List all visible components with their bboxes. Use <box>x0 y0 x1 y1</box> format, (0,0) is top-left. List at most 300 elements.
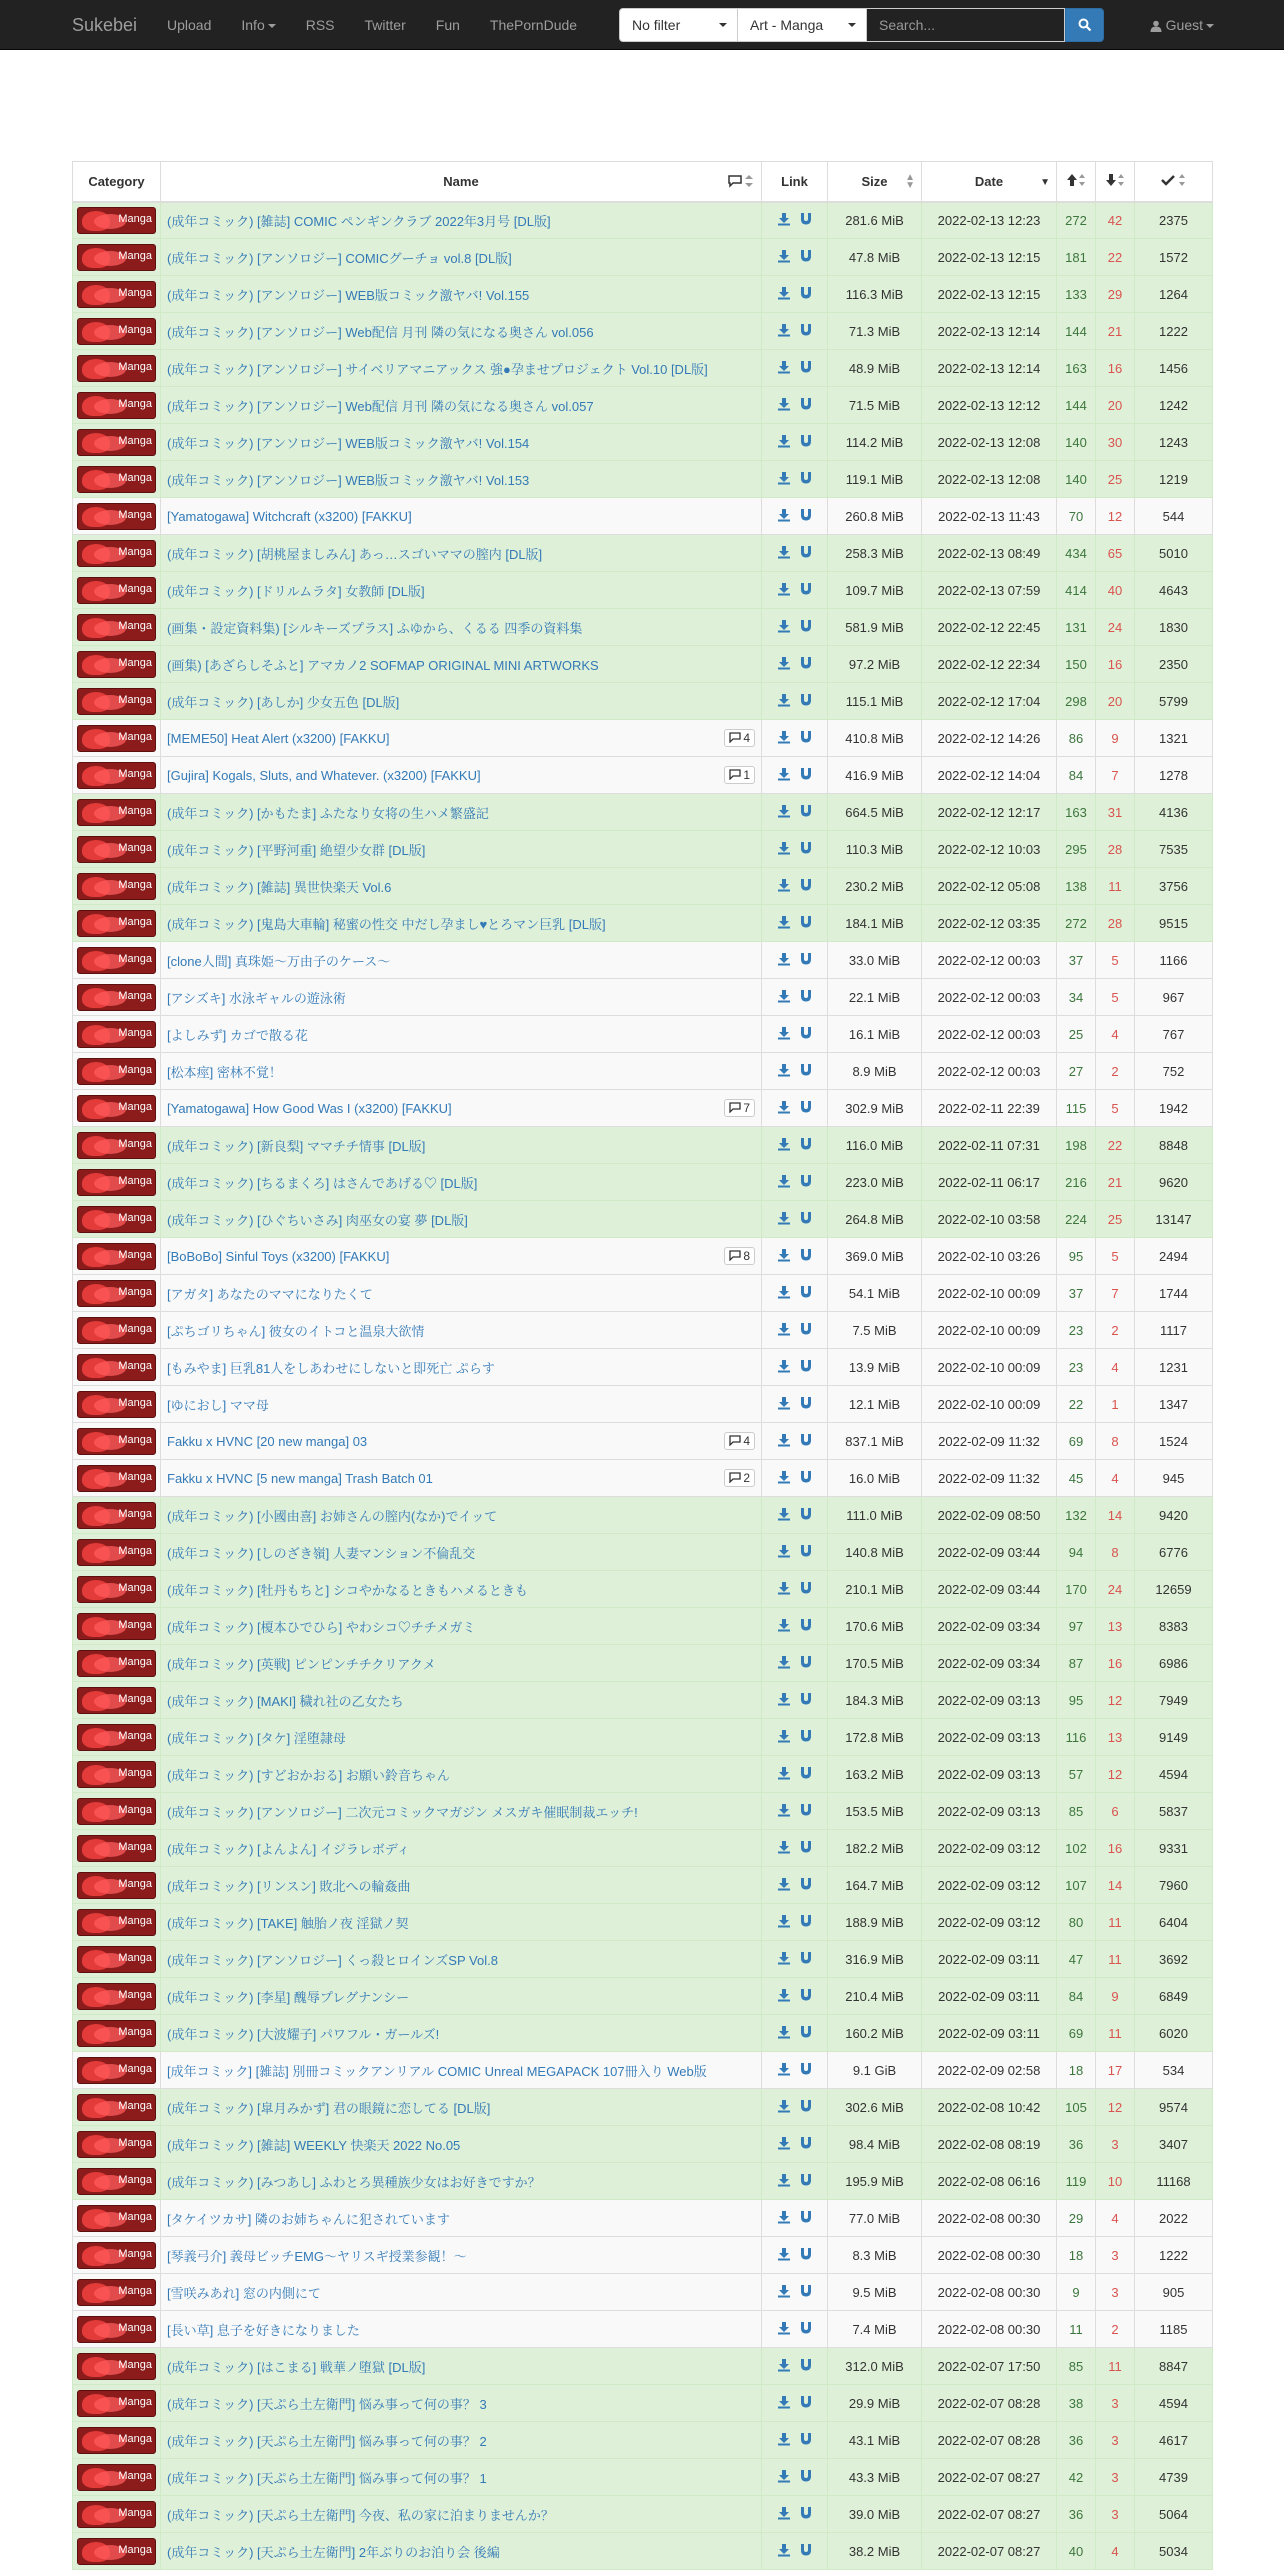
magnet-icon[interactable] <box>799 397 813 414</box>
magnet-icon[interactable] <box>799 360 813 377</box>
category-badge[interactable] <box>77 1613 156 1640</box>
download-icon[interactable] <box>777 1618 791 1635</box>
magnet-icon[interactable] <box>799 915 813 932</box>
download-icon[interactable] <box>777 1248 791 1265</box>
size-cell: 12.1 MiB <box>828 1386 922 1423</box>
category-cell <box>73 794 161 831</box>
nav-fun[interactable]: Fun <box>435 17 460 33</box>
category-badge[interactable] <box>77 2538 156 2565</box>
category-badge[interactable] <box>77 910 156 937</box>
download-icon[interactable] <box>777 1211 791 1228</box>
download-icon[interactable] <box>777 323 791 340</box>
guest-menu[interactable] <box>1150 0 1214 50</box>
torrent-title-link[interactable]: (成年コミック) [天ぷら土左衛門] 悩み事って何の事？ 1 <box>167 2470 487 2486</box>
comment-count[interactable] <box>724 1469 755 1487</box>
magnet-icon[interactable] <box>799 2469 813 2486</box>
torrent-title-link[interactable]: (成年コミック) [アンソロジー] Web配信 月刊 隣の気になる奥さん vol.056 <box>167 324 594 340</box>
magnet-icon[interactable] <box>799 841 813 858</box>
comment-count[interactable] <box>724 766 755 784</box>
magnet-icon[interactable] <box>799 471 813 488</box>
magnet-icon[interactable] <box>799 212 813 229</box>
date-cell: 2022-02-10 00:09 <box>922 1349 1057 1386</box>
search-button[interactable] <box>1065 8 1104 42</box>
torrent-title-link[interactable]: (成年コミック) [鬼島大車輪] 秘蜜の性交 中だし孕まし♥とろマン巨乳 [DL版] <box>167 916 606 932</box>
magnet-icon[interactable] <box>799 878 813 895</box>
download-icon[interactable] <box>777 1470 791 1487</box>
download-icon[interactable] <box>777 952 791 969</box>
header-leechers[interactable] <box>1096 162 1135 202</box>
nav-theporndude[interactable]: ThePornDude <box>489 17 578 33</box>
torrent-title-link[interactable]: (成年コミック) [アンソロジー] WEB版コミック激ヤバ! Vol.155 <box>167 287 530 303</box>
download-icon[interactable] <box>777 2543 791 2560</box>
download-icon[interactable] <box>777 1988 791 2005</box>
category-badge[interactable] <box>77 2390 156 2417</box>
torrent-title-link[interactable]: [成年コミック] [雑誌] 別冊コミックアンリアル COMIC Unreal MEGAPACK 107冊入り Web版 <box>167 2063 707 2079</box>
category-badge[interactable] <box>77 799 156 826</box>
torrent-title-link[interactable]: (成年コミック) [あしか] 少女五色 [DL版] <box>167 694 400 710</box>
torrent-title-link[interactable]: (成年コミック) [皐月みかず] 君の眼鏡に恋してる [DL版] <box>167 2100 491 2116</box>
torrent-title-link[interactable]: (成年コミック) [アンソロジー] サイベリアマニアックス 強●孕ませプロジェクト Vol.10 [DL版] <box>167 361 708 377</box>
download-icon[interactable] <box>777 360 791 377</box>
download-icon[interactable] <box>777 2321 791 2338</box>
category-badge[interactable] <box>77 1465 156 1492</box>
download-icon[interactable] <box>777 1544 791 1561</box>
magnet-icon[interactable] <box>799 2099 813 2116</box>
magnet-icon[interactable] <box>799 1988 813 2005</box>
magnet-icon[interactable] <box>799 952 813 969</box>
torrent-title-link[interactable]: (成年コミック) [大波耀子] パワフル・ガールズ! <box>167 2026 440 2042</box>
torrent-title-link[interactable]: [MEME50] Heat Alert (x3200) [FAKKU] <box>167 730 390 746</box>
torrent-title-link[interactable]: (成年コミック) [はこまる] 戦華ノ堕獄 [DL版] <box>167 2359 426 2375</box>
magnet-icon[interactable] <box>799 2136 813 2153</box>
category-select[interactable] <box>738 8 867 42</box>
download-icon[interactable] <box>777 1840 791 1857</box>
date-cell: 2022-02-12 00:03 <box>922 979 1057 1016</box>
category-badge[interactable] <box>77 1169 156 1196</box>
download-icon[interactable] <box>777 841 791 858</box>
torrent-title-link[interactable]: [ゆにおし] ママ母 <box>167 1397 269 1413</box>
category-badge[interactable] <box>77 429 156 456</box>
category-badge[interactable] <box>77 1724 156 1751</box>
category-badge[interactable] <box>77 1280 156 1307</box>
category-badge[interactable] <box>77 1835 156 1862</box>
category-badge[interactable] <box>77 2131 156 2158</box>
download-icon[interactable] <box>777 508 791 525</box>
category-badge[interactable] <box>77 1872 156 1899</box>
completed-cell: 4739 <box>1135 2459 1213 2496</box>
category-badge[interactable] <box>77 1428 156 1455</box>
category-badge[interactable] <box>77 1576 156 1603</box>
download-icon[interactable] <box>777 1433 791 1450</box>
table-row <box>73 1645 1213 1682</box>
magnet-icon[interactable] <box>799 1396 813 1413</box>
category-badge[interactable] <box>77 2316 156 2343</box>
download-icon[interactable] <box>777 1100 791 1117</box>
category-badge[interactable] <box>77 947 156 974</box>
torrent-title-link[interactable]: (成年コミック) [アンソロジー] WEB版コミック激ヤバ! Vol.153 <box>167 472 530 488</box>
magnet-icon[interactable] <box>799 2025 813 2042</box>
category-badge[interactable] <box>77 1354 156 1381</box>
category-badge[interactable] <box>77 2242 156 2269</box>
torrent-title-link[interactable]: (成年コミック) [しのざき嶺] 人妻マンション不倫乱交 <box>167 1545 476 1561</box>
category-badge[interactable] <box>77 2279 156 2306</box>
magnet-icon[interactable] <box>799 1803 813 1820</box>
header-completed[interactable] <box>1135 162 1213 202</box>
category-badge[interactable] <box>77 1761 156 1788</box>
torrent-title-link[interactable]: (成年コミック) [胡桃屋ましみん] あっ…スゴいママの膣内 [DL版] <box>167 546 543 562</box>
name-cell <box>161 461 762 498</box>
download-icon[interactable] <box>777 656 791 673</box>
download-icon[interactable] <box>777 1174 791 1191</box>
nav-info-dropdown[interactable] <box>226 0 290 50</box>
torrent-title-link[interactable]: (成年コミック) [天ぷら土左衛門] 悩み事って何の事？ 2 <box>167 2433 487 2449</box>
category-badge[interactable] <box>77 2057 156 2084</box>
magnet-icon[interactable] <box>799 656 813 673</box>
torrent-title-link[interactable]: (成年コミック) [MAKI] 穢れ社の乙女たち <box>167 1693 404 1709</box>
category-badge[interactable] <box>77 503 156 530</box>
category-badge[interactable] <box>77 1132 156 1159</box>
torrent-title-link[interactable]: (成年コミック) [タケ] 淫堕隷母 <box>167 1730 346 1746</box>
magnet-icon[interactable] <box>799 508 813 525</box>
magnet-icon[interactable] <box>799 1655 813 1672</box>
magnet-icon[interactable] <box>799 2247 813 2264</box>
category-badge[interactable] <box>77 1502 156 1529</box>
comment-count[interactable] <box>724 729 755 747</box>
download-icon[interactable] <box>777 1507 791 1524</box>
download-icon[interactable] <box>777 1655 791 1672</box>
category-badge[interactable] <box>77 2168 156 2195</box>
nav-twitter[interactable]: Twitter <box>364 17 406 33</box>
category-badge[interactable] <box>77 2501 156 2528</box>
category-badge[interactable] <box>77 1095 156 1122</box>
download-icon[interactable] <box>777 1359 791 1376</box>
category-badge[interactable] <box>77 1317 156 1344</box>
category-badge[interactable] <box>77 1391 156 1418</box>
torrent-title-link[interactable]: (成年コミック) [アンソロジー] 二次元コミックマガジン メスガキ催眠制裁エッチ! <box>167 1804 638 1820</box>
magnet-icon[interactable] <box>799 1840 813 1857</box>
category-badge[interactable] <box>77 1798 156 1825</box>
download-icon[interactable] <box>777 2099 791 2116</box>
download-icon[interactable] <box>777 2469 791 2486</box>
category-badge[interactable] <box>77 2353 156 2380</box>
download-icon[interactable] <box>777 989 791 1006</box>
magnet-icon[interactable] <box>799 804 813 821</box>
download-icon[interactable] <box>777 2025 791 2042</box>
download-icon[interactable] <box>777 2284 791 2301</box>
torrent-title-link[interactable]: (成年コミック) [アンソロジー] COMICグーチョ vol.8 [DL版] <box>167 250 512 266</box>
nav-upload[interactable]: Upload <box>167 17 212 33</box>
category-badge[interactable] <box>77 1687 156 1714</box>
download-icon[interactable] <box>777 1137 791 1154</box>
category-badge[interactable] <box>77 577 156 604</box>
download-icon[interactable] <box>777 582 791 599</box>
download-icon[interactable] <box>777 730 791 747</box>
torrent-title-link[interactable]: [Yamatogawa] Witchcraft (x3200) [FAKKU] <box>167 508 412 524</box>
torrent-title-link[interactable]: (成年コミック) [アンソロジー] くっ殺ヒロインズSP Vol.8 <box>167 1952 498 1968</box>
magnet-icon[interactable] <box>799 545 813 562</box>
torrent-title-link[interactable]: (成年コミック) [天ぷら土左衛門] 今夜、私の家に泊まりませんか？ <box>167 2507 554 2523</box>
category-badge[interactable] <box>77 540 156 567</box>
magnet-icon[interactable] <box>799 1100 813 1117</box>
magnet-icon[interactable] <box>799 1766 813 1783</box>
download-icon[interactable] <box>777 1692 791 1709</box>
category-badge[interactable] <box>77 1243 156 1270</box>
category-badge[interactable] <box>77 1909 156 1936</box>
torrent-title-link[interactable]: [雪咲みあれ] 窓の内側にて <box>167 2285 321 2301</box>
torrent-title-link[interactable]: (成年コミック) [天ぷら土左衛門] 悩み事って何の事？ 3 <box>167 2396 487 2412</box>
torrent-title-link[interactable]: (画集・設定資料集) [シルキーズプラス] ふゆから、くるる 四季の資料集 <box>167 620 583 636</box>
link-cell <box>762 1534 828 1571</box>
torrent-title-link[interactable]: (成年コミック) [新良梨] ママチチ情事 [DL版] <box>167 1138 426 1154</box>
size-cell: 29.9 MiB <box>828 2385 922 2422</box>
category-badge[interactable] <box>77 1206 156 1233</box>
download-icon[interactable] <box>777 2210 791 2227</box>
magnet-icon[interactable] <box>799 1507 813 1524</box>
category-badge[interactable] <box>77 244 156 271</box>
category-badge[interactable] <box>77 2020 156 2047</box>
download-icon[interactable] <box>777 2432 791 2449</box>
magnet-icon[interactable] <box>799 2432 813 2449</box>
download-icon[interactable] <box>777 397 791 414</box>
torrent-title-link[interactable]: (成年コミック) [みつあし] ふわとろ異種族少女はお好きですか？ <box>167 2174 541 2190</box>
torrent-title-link[interactable]: [長い草] 息子を好きになりました <box>167 2322 360 2338</box>
magnet-icon[interactable] <box>799 2284 813 2301</box>
category-badge[interactable] <box>77 1539 156 1566</box>
category-badge[interactable] <box>77 1946 156 1973</box>
torrent-title-link[interactable]: [よしみず] カゴで散る花 <box>167 1027 308 1043</box>
torrent-title-link[interactable]: (成年コミック) [アンソロジー] WEB版コミック激ヤバ! Vol.154 <box>167 435 530 451</box>
magnet-icon[interactable] <box>799 1544 813 1561</box>
magnet-icon[interactable] <box>799 730 813 747</box>
download-icon[interactable] <box>777 767 791 784</box>
download-icon[interactable] <box>777 1803 791 1820</box>
download-icon[interactable] <box>777 2062 791 2079</box>
download-icon[interactable] <box>777 1396 791 1413</box>
torrent-title-link[interactable]: (成年コミック) [李星] 醜辱プレグナンシー <box>167 1989 410 2005</box>
magnet-icon[interactable] <box>799 1063 813 1080</box>
category-badge[interactable] <box>77 2427 156 2454</box>
magnet-icon[interactable] <box>799 1692 813 1709</box>
download-icon[interactable] <box>777 915 791 932</box>
download-icon[interactable] <box>777 2173 791 2190</box>
category-badge[interactable] <box>77 466 156 493</box>
magnet-icon[interactable] <box>799 2543 813 2560</box>
category-badge[interactable] <box>77 614 156 641</box>
download-icon[interactable] <box>777 619 791 636</box>
download-icon[interactable] <box>777 471 791 488</box>
torrent-title-link[interactable]: [琴義弓介] 義母ビッチEMG～ヤリスギ授業参観！～ <box>167 2248 467 2264</box>
torrent-title-link[interactable]: (成年コミック) [雑誌] COMIC ペンギンクラブ 2022年3月号 [DL版] <box>167 213 551 229</box>
brand-logo[interactable]: Sukebei <box>72 15 138 35</box>
category-badge[interactable] <box>77 873 156 900</box>
date-cell: 2022-02-09 03:11 <box>922 1941 1057 1978</box>
header-size[interactable] <box>828 162 922 202</box>
header-seeders[interactable] <box>1057 162 1096 202</box>
category-badge[interactable] <box>77 688 156 715</box>
download-icon[interactable] <box>777 1285 791 1302</box>
comment-count[interactable] <box>724 1247 755 1265</box>
magnet-icon[interactable] <box>799 1285 813 1302</box>
category-badge[interactable] <box>77 2205 156 2232</box>
torrent-title-link[interactable]: (成年コミック) [かもたま] ふたなり女将の生ハメ繁盛記 <box>167 805 489 821</box>
magnet-icon[interactable] <box>799 1729 813 1746</box>
category-badge[interactable] <box>77 1650 156 1677</box>
torrent-title-link[interactable]: (成年コミック) [榎本ひでひら] やわシコ♡チチメガミ <box>167 1619 476 1635</box>
torrent-title-link[interactable]: (成年コミック) [リンスン] 敗北への輪姦曲 <box>167 1878 411 1894</box>
category-badge[interactable] <box>77 1058 156 1085</box>
name-cell <box>161 2311 762 2348</box>
comment-icon <box>729 1435 741 1446</box>
magnet-icon[interactable] <box>799 1174 813 1191</box>
magnet-icon[interactable] <box>799 2395 813 2412</box>
category-badge[interactable] <box>77 1021 156 1048</box>
download-icon[interactable] <box>777 1914 791 1931</box>
category-badge[interactable] <box>77 1983 156 2010</box>
category-badge[interactable] <box>77 725 156 752</box>
download-icon[interactable] <box>777 1877 791 1894</box>
magnet-icon[interactable] <box>799 1581 813 1598</box>
magnet-icon[interactable] <box>799 2358 813 2375</box>
magnet-icon[interactable] <box>799 1433 813 1450</box>
category-badge-label: Manga <box>118 2247 152 2260</box>
magnet-icon[interactable] <box>799 989 813 1006</box>
torrent-title-link[interactable]: (成年コミック) [平野河重] 絶望少女群 [DL版] <box>167 842 426 858</box>
category-badge[interactable] <box>77 836 156 863</box>
download-icon[interactable] <box>777 434 791 451</box>
download-icon[interactable] <box>777 249 791 266</box>
magnet-icon[interactable] <box>799 1951 813 1968</box>
torrent-title-link[interactable]: (成年コミック) [小國由喜] お姉さんの膣内(なか)でイッて <box>167 1508 498 1524</box>
download-icon[interactable] <box>777 2247 791 2264</box>
download-icon[interactable] <box>777 1729 791 1746</box>
magnet-icon[interactable] <box>799 1026 813 1043</box>
magnet-icon[interactable] <box>799 619 813 636</box>
torrent-title-link[interactable]: [Gujira] Kogals, Sluts, and Whatever. (x3200) [FAKKU] <box>167 767 481 783</box>
magnet-icon[interactable] <box>799 2210 813 2227</box>
magnet-icon[interactable] <box>799 1248 813 1265</box>
name-cell <box>161 1164 762 1201</box>
torrent-title-link[interactable]: (成年コミック) [英戦] ピンピンチチクリアクメ <box>167 1656 436 1672</box>
magnet-icon[interactable] <box>799 1322 813 1339</box>
download-icon[interactable] <box>777 2395 791 2412</box>
category-badge[interactable] <box>77 762 156 789</box>
torrent-title-link[interactable]: [もみやま] 巨乳81人をしあわせにしないと即死亡 ぷらす <box>167 1360 495 1376</box>
category-badge-label: Manga <box>118 286 152 299</box>
torrent-title-link[interactable]: [clone人間] 真珠姫〜万由子のケース〜 <box>167 953 391 969</box>
download-icon[interactable] <box>777 2358 791 2375</box>
torrent-title-link[interactable]: (成年コミック) [牡丹もちと] シコやかなるときもハメるときも <box>167 1582 528 1598</box>
magnet-icon[interactable] <box>799 1137 813 1154</box>
category-badge[interactable] <box>77 392 156 419</box>
comment-count[interactable] <box>724 1432 755 1450</box>
magnet-icon[interactable] <box>799 2321 813 2338</box>
torrent-title-link[interactable]: [BoBoBo] Sinful Toys (x3200) [FAKKU] <box>167 1248 390 1264</box>
download-icon[interactable] <box>777 2136 791 2153</box>
torrent-title-link[interactable]: (成年コミック) [ドリルムラタ] 女教師 [DL版] <box>167 583 425 599</box>
header-date[interactable] <box>922 162 1057 202</box>
torrent-title-link[interactable]: [Yamatogawa] How Good Was I (x3200) [FAKKU] <box>167 1100 452 1116</box>
magnet-icon[interactable] <box>799 323 813 340</box>
download-icon[interactable] <box>777 212 791 229</box>
download-icon[interactable] <box>777 693 791 710</box>
category-badge[interactable] <box>77 207 156 234</box>
magnet-icon[interactable] <box>799 2506 813 2523</box>
torrent-title-link[interactable]: [松本痙] 密林不覚！ <box>167 1064 282 1080</box>
torrent-title-link[interactable]: [アシズキ] 水泳ギャルの遊泳術 <box>167 990 346 1006</box>
magnet-icon[interactable] <box>799 767 813 784</box>
download-icon[interactable] <box>777 804 791 821</box>
magnet-icon[interactable] <box>799 286 813 303</box>
magnet-icon[interactable] <box>799 1359 813 1376</box>
download-icon[interactable] <box>777 545 791 562</box>
date-cell: 2022-02-09 02:58 <box>922 2052 1057 2089</box>
download-icon[interactable] <box>777 878 791 895</box>
magnet-icon[interactable] <box>799 2173 813 2190</box>
magnet-icon[interactable] <box>799 1877 813 1894</box>
magnet-icon[interactable] <box>799 693 813 710</box>
magnet-icon[interactable] <box>799 1914 813 1931</box>
download-icon[interactable] <box>777 1026 791 1043</box>
magnet-icon[interactable] <box>799 582 813 599</box>
download-icon[interactable] <box>777 1766 791 1783</box>
size-cell: 8.9 MiB <box>828 1053 922 1090</box>
download-icon[interactable] <box>777 286 791 303</box>
category-badge[interactable] <box>77 318 156 345</box>
torrent-title-link[interactable]: [ぷちゴリちゃん] 彼女のイトコと温泉大欲情 <box>167 1323 425 1339</box>
torrent-title-link[interactable]: (成年コミック) [ちるまくろ] はさんであげる♡ [DL版] <box>167 1175 478 1191</box>
torrent-title-link[interactable]: Fakku x HVNC [5 new manga] Trash Batch 01 <box>167 1470 433 1486</box>
magnet-icon[interactable] <box>799 1618 813 1635</box>
category-badge[interactable] <box>77 2464 156 2491</box>
magnet-icon[interactable] <box>799 1470 813 1487</box>
torrent-title-link[interactable]: (成年コミック) [すどおかおる] お願い鈴音ちゃん <box>167 1767 450 1783</box>
torrent-title-link[interactable]: (成年コミック) [TAKE] 触胎ノ夜 淫獄ノ契 <box>167 1915 409 1931</box>
torrent-title-link[interactable]: (成年コミック) [雑誌] WEEKLY 快楽天 2022 No.05 <box>167 2137 461 2153</box>
download-icon[interactable] <box>777 1322 791 1339</box>
comments-sort-icon[interactable] <box>727 174 755 191</box>
category-badge[interactable] <box>77 281 156 308</box>
magnet-icon[interactable] <box>799 249 813 266</box>
torrent-title-link[interactable]: (成年コミック) [アンソロジー] Web配信 月刊 隣の気になる奥さん vol.057 <box>167 398 594 414</box>
search-input[interactable]: Search... <box>867 8 1065 42</box>
category-badge[interactable] <box>77 651 156 678</box>
magnet-icon[interactable] <box>799 1211 813 1228</box>
torrent-title-link[interactable]: [タケイツカサ] 隣のお姉ちゃんに犯されています <box>167 2211 450 2227</box>
completed-cell: 1942 <box>1135 1090 1213 1127</box>
filter-select[interactable] <box>619 8 738 42</box>
download-icon[interactable] <box>777 1063 791 1080</box>
category-badge[interactable] <box>77 984 156 1011</box>
download-icon[interactable] <box>777 2506 791 2523</box>
download-icon[interactable] <box>777 1951 791 1968</box>
torrent-title-link[interactable]: (成年コミック) [天ぷら土左衛門] 2年ぶりのお泊り会 後編 <box>167 2544 500 2560</box>
torrent-title-link[interactable]: [アガタ] あなたのママになりたくて <box>167 1286 373 1302</box>
category-badge[interactable] <box>77 355 156 382</box>
download-icon[interactable] <box>777 1581 791 1598</box>
torrent-title-link[interactable]: (画集) [あざらしそふと] アマカノ2 SOFMAP ORIGINAL MINI ARTWORKS <box>167 657 599 673</box>
nav-rss[interactable]: RSS <box>305 17 335 33</box>
torrent-title-link[interactable]: Fakku x HVNC [20 new manga] 03 <box>167 1433 368 1449</box>
magnet-icon[interactable] <box>799 434 813 451</box>
torrent-title-link[interactable]: (成年コミック) [ひぐちいさみ] 肉巫女の宴 夢 [DL版] <box>167 1212 468 1228</box>
comment-count[interactable] <box>724 1099 755 1117</box>
torrent-title-link[interactable]: (成年コミック) [雑誌] 異世快楽天 Vol.6 <box>167 879 392 895</box>
category-badge[interactable] <box>77 2094 156 2121</box>
leechers-cell: 12 <box>1096 1682 1135 1719</box>
torrent-title-link[interactable]: (成年コミック) [よんよん] イジラレボディ <box>167 1841 410 1857</box>
header-name[interactable] <box>161 162 762 202</box>
magnet-icon[interactable] <box>799 2062 813 2079</box>
